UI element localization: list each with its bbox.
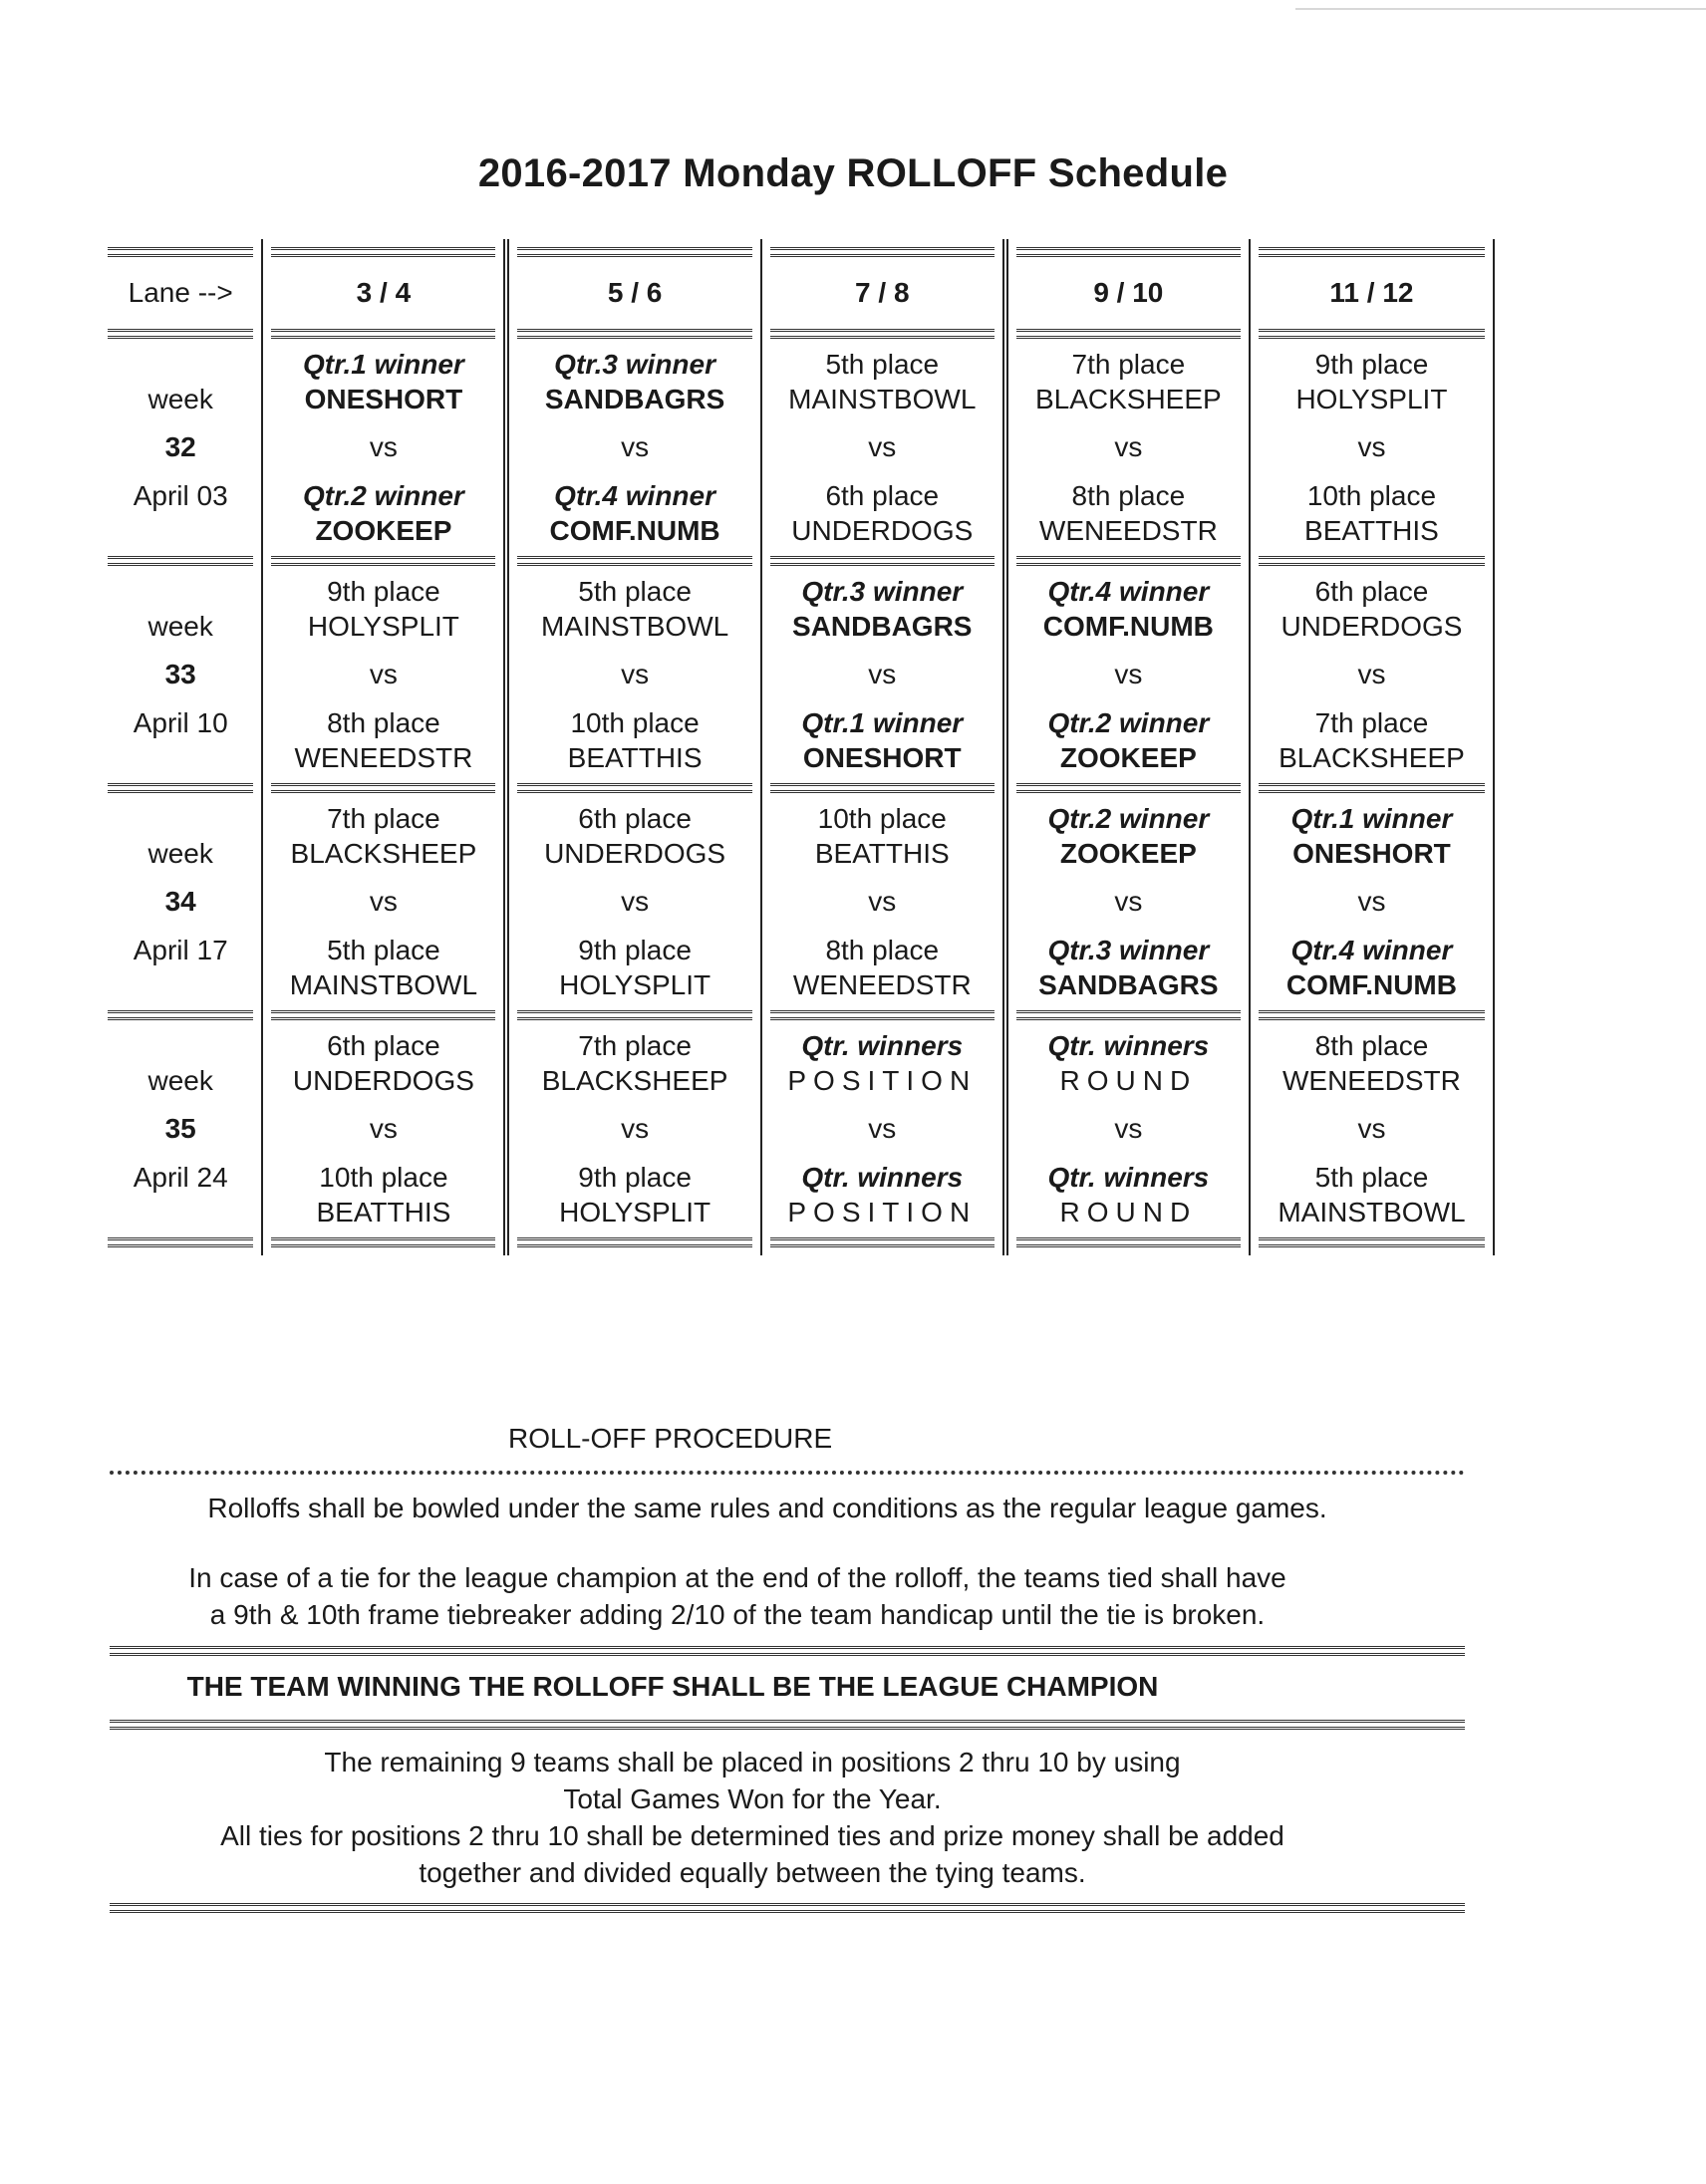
equals-rule: [517, 1010, 751, 1020]
bottom-place: Qtr.4 winner: [1250, 933, 1494, 967]
schedule-row: [100, 871, 1494, 933]
bottom-place: 9th place: [506, 1160, 760, 1195]
equals-rule: [271, 1010, 495, 1020]
top-place: Qtr.2 winner: [1005, 801, 1250, 836]
lane-pair: 7 / 8: [761, 265, 1005, 321]
equals-rule: [1259, 329, 1485, 339]
schedule-row: [100, 644, 1494, 705]
top-team: SANDBAGRS: [506, 382, 760, 416]
vs: vs: [1250, 644, 1494, 705]
vs: vs: [506, 644, 760, 705]
week-blank: [100, 574, 262, 609]
week-label: week: [147, 610, 213, 642]
equals-divider: [110, 1646, 1465, 1656]
top-place: 5th place: [506, 574, 760, 609]
lane-pair: 9 / 10: [1005, 265, 1250, 321]
equals-rule: [770, 247, 995, 257]
week-blank: [100, 513, 262, 548]
top-place: Qtr.3 winner: [506, 347, 760, 382]
schedule-row: [100, 1028, 1494, 1063]
schedule-row: [100, 967, 1494, 1002]
week-number: 34: [164, 886, 196, 917]
schedule-row: [100, 416, 1494, 478]
bottom-place: 7th place: [1250, 705, 1494, 740]
procedure-rest-line-2: Total Games Won for the Year.: [563, 1783, 942, 1814]
bottom-place: Qtr.1 winner: [761, 705, 1005, 740]
bottom-place: Qtr.3 winner: [1005, 933, 1250, 967]
top-place: Qtr. winners: [761, 1028, 1005, 1063]
top-team: HOLYSPLIT: [262, 609, 506, 644]
schedule-row: [100, 801, 1494, 836]
equals-rule: [770, 1010, 995, 1020]
bottom-place: 8th place: [761, 933, 1005, 967]
top-team: BLACKSHEEP: [1005, 382, 1250, 416]
vs: vs: [506, 416, 760, 478]
bottom-team: POSITION: [761, 1195, 1005, 1229]
bottom-place: 8th place: [1005, 478, 1250, 513]
top-team: ROUND: [1005, 1063, 1250, 1098]
schedule-row: [100, 933, 1494, 967]
bottom-team: ZOOKEEP: [262, 513, 506, 548]
vs: vs: [761, 871, 1005, 933]
equals-rule: [1259, 247, 1485, 257]
week-blank: [100, 967, 262, 1002]
vs: vs: [262, 1098, 506, 1160]
vs: vs: [1005, 644, 1250, 705]
bottom-team: WENEEDSTR: [761, 967, 1005, 1002]
bottom-place: 5th place: [262, 933, 506, 967]
equals-rule: [1016, 783, 1241, 793]
week-number: 35: [164, 1113, 196, 1144]
equals-rule: [271, 783, 495, 793]
vs: vs: [262, 416, 506, 478]
top-place: Qtr. winners: [1005, 1028, 1250, 1063]
equals-rule: [1259, 783, 1485, 793]
star-divider: [110, 1471, 1465, 1475]
top-team: COMF.NUMB: [1005, 609, 1250, 644]
top-team: SANDBAGRS: [761, 609, 1005, 644]
equals-separator-row: [100, 321, 1494, 347]
top-place: 9th place: [1250, 347, 1494, 382]
bottom-team: ROUND: [1005, 1195, 1250, 1229]
equals-separator-row: [100, 1229, 1494, 1255]
equals-rule: [1259, 1237, 1485, 1247]
vs: vs: [262, 644, 506, 705]
top-place: Qtr.1 winner: [262, 347, 506, 382]
equals-rule: [770, 1237, 995, 1247]
equals-separator-row: [100, 239, 1494, 265]
top-place: Qtr.3 winner: [761, 574, 1005, 609]
equals-rule: [1016, 1237, 1241, 1247]
schedule-row: [100, 382, 1494, 416]
schedule-row: [100, 513, 1494, 548]
week-label: week: [147, 1064, 213, 1096]
bottom-place: 10th place: [506, 705, 760, 740]
bottom-place: Qtr.2 winner: [1005, 705, 1250, 740]
equals-rule: [271, 329, 495, 339]
equals-rule: [1016, 329, 1241, 339]
lane-pair: 5 / 6: [506, 265, 760, 321]
bottom-team: COMF.NUMB: [506, 513, 760, 548]
week-number: 32: [164, 431, 196, 462]
vs: vs: [761, 1098, 1005, 1160]
bottom-place: 10th place: [262, 1160, 506, 1195]
procedure-rule-1: Rolloffs shall be bowled under the same rules and conditions as the regular league games.: [207, 1493, 1327, 1523]
schedule-row: [100, 574, 1494, 609]
week-label: week: [147, 383, 213, 414]
week-label: week: [147, 837, 213, 869]
vs: vs: [1005, 871, 1250, 933]
equals-separator-row: [100, 548, 1494, 574]
rolloff-schedule-table: [100, 239, 1495, 1255]
equals-rule: [770, 783, 995, 793]
bottom-team: BLACKSHEEP: [1250, 740, 1494, 775]
vs: vs: [1005, 1098, 1250, 1160]
bottom-place: 10th place: [1250, 478, 1494, 513]
schedule-row: [100, 1160, 1494, 1195]
equals-rule: [271, 556, 495, 566]
top-place: Qtr.1 winner: [1250, 801, 1494, 836]
schedule-row: [100, 1195, 1494, 1229]
equals-rule: [108, 329, 253, 339]
top-team: BLACKSHEEP: [262, 836, 506, 871]
bottom-team: WENEEDSTR: [262, 740, 506, 775]
week-number: 33: [164, 659, 196, 689]
schedule-row: [100, 1098, 1494, 1160]
vs: vs: [761, 416, 1005, 478]
vs: vs: [1250, 416, 1494, 478]
equals-rule: [108, 556, 253, 566]
schedule-row: [100, 478, 1494, 513]
bottom-team: UNDERDOGS: [761, 513, 1005, 548]
procedure-rule-2-line-2: a 9th & 10th frame tiebreaker adding 2/10 of the team handicap until the tie is broken.: [209, 1599, 1266, 1630]
equals-rule: [108, 783, 253, 793]
vs: vs: [1250, 1098, 1494, 1160]
vs: vs: [761, 644, 1005, 705]
week-date: April 17: [133, 934, 228, 965]
bottom-team: HOLYSPLIT: [506, 967, 760, 1002]
week-blank: [100, 740, 262, 775]
equals-rule: [108, 1237, 253, 1247]
top-team: BEATTHIS: [761, 836, 1005, 871]
week-blank: [100, 1028, 262, 1063]
bottom-place: Qtr.4 winner: [506, 478, 760, 513]
equals-rule: [1016, 1010, 1241, 1020]
equals-rule: [517, 783, 751, 793]
top-team: WENEEDSTR: [1250, 1063, 1494, 1098]
top-place: 7th place: [1005, 347, 1250, 382]
bottom-team: SANDBAGRS: [1005, 967, 1250, 1002]
top-team: UNDERDOGS: [262, 1063, 506, 1098]
equals-rule: [770, 329, 995, 339]
top-place: 9th place: [262, 574, 506, 609]
bottom-team: BEATTHIS: [506, 740, 760, 775]
top-team: UNDERDOGS: [1250, 609, 1494, 644]
top-team: HOLYSPLIT: [1250, 382, 1494, 416]
schedule-row: [100, 609, 1494, 644]
equals-rule: [517, 247, 751, 257]
week-date: April 24: [133, 1161, 228, 1193]
bottom-team: BEATTHIS: [1250, 513, 1494, 548]
week-blank: [100, 801, 262, 836]
schedule-row: [100, 347, 1494, 382]
vs: vs: [1250, 871, 1494, 933]
top-place: 7th place: [262, 801, 506, 836]
bottom-place: 5th place: [1250, 1160, 1494, 1195]
schedule-row: [100, 740, 1494, 775]
week-blank: [100, 347, 262, 382]
top-team: POSITION: [761, 1063, 1005, 1098]
week-date: April 10: [133, 706, 228, 738]
lane-label: Lane -->: [128, 277, 233, 308]
equals-rule: [1259, 556, 1485, 566]
top-place: 7th place: [506, 1028, 760, 1063]
bottom-team: MAINSTBOWL: [262, 967, 506, 1002]
equals-rule: [1016, 556, 1241, 566]
scan-edge-line: [1295, 8, 1706, 10]
top-team: ONESHORT: [1250, 836, 1494, 871]
bottom-place: 6th place: [761, 478, 1005, 513]
top-team: UNDERDOGS: [506, 836, 760, 871]
equals-divider: [110, 1720, 1465, 1730]
equals-rule: [517, 1237, 751, 1247]
top-place: 6th place: [262, 1028, 506, 1063]
equals-rule: [1016, 247, 1241, 257]
equals-divider: [110, 1903, 1465, 1913]
schedule-row: [100, 1063, 1494, 1098]
vs: vs: [506, 1098, 760, 1160]
equals-rule: [517, 329, 751, 339]
equals-rule: [517, 556, 751, 566]
bottom-team: COMF.NUMB: [1250, 967, 1494, 1002]
equals-separator-row: [100, 1002, 1494, 1028]
bottom-team: ZOOKEEP: [1005, 740, 1250, 775]
bottom-place: Qtr. winners: [1005, 1160, 1250, 1195]
procedure-rest-line-3: All ties for positions 2 thru 10 shall be determined ties and prize money shall be added: [220, 1820, 1284, 1851]
bottom-team: HOLYSPLIT: [506, 1195, 760, 1229]
week-blank: [100, 1195, 262, 1229]
bottom-place: Qtr.2 winner: [262, 478, 506, 513]
bottom-place: 9th place: [506, 933, 760, 967]
bottom-team: BEATTHIS: [262, 1195, 506, 1229]
schedule-row: [100, 836, 1494, 871]
top-team: MAINSTBOWL: [761, 382, 1005, 416]
procedure-title: ROLL-OFF PROCEDURE: [508, 1423, 833, 1454]
top-place: 8th place: [1250, 1028, 1494, 1063]
top-place: 10th place: [761, 801, 1005, 836]
vs: vs: [262, 871, 506, 933]
equals-rule: [108, 1010, 253, 1020]
week-date: April 03: [133, 479, 228, 511]
bottom-team: WENEEDSTR: [1005, 513, 1250, 548]
top-place: Qtr.4 winner: [1005, 574, 1250, 609]
vs: vs: [506, 871, 760, 933]
lane-header-row: [100, 265, 1494, 321]
equals-separator-row: [100, 775, 1494, 801]
champion-statement: THE TEAM WINNING THE ROLLOFF SHALL BE THE LEAGUE CHAMPION: [186, 1671, 1159, 1702]
bottom-place: 8th place: [262, 705, 506, 740]
lane-pair: 11 / 12: [1250, 265, 1494, 321]
bottom-place: Qtr. winners: [761, 1160, 1005, 1195]
procedure-rule-2-line-1: In case of a tie for the league champion at the end of the rolloff, the teams tied shall have: [188, 1562, 1286, 1593]
bottom-team: MAINSTBOWL: [1250, 1195, 1494, 1229]
equals-rule: [1259, 1010, 1485, 1020]
top-place: 6th place: [1250, 574, 1494, 609]
vs: vs: [1005, 416, 1250, 478]
top-place: 5th place: [761, 347, 1005, 382]
equals-rule: [770, 556, 995, 566]
procedure-rest-line-4: together and divided equally between the tying teams.: [419, 1857, 1086, 1888]
top-team: BLACKSHEEP: [506, 1063, 760, 1098]
page-title: 2016-2017 Monday ROLLOFF Schedule: [477, 151, 1229, 195]
top-place: 6th place: [506, 801, 760, 836]
lane-pair: 3 / 4: [262, 265, 506, 321]
top-team: ONESHORT: [262, 382, 506, 416]
bottom-team: ONESHORT: [761, 740, 1005, 775]
equals-rule: [271, 1237, 495, 1247]
procedure-rest-line-1: The remaining 9 teams shall be placed in positions 2 thru 10 by using: [324, 1747, 1181, 1777]
equals-rule: [271, 247, 495, 257]
top-team: MAINSTBOWL: [506, 609, 760, 644]
schedule-row: [100, 705, 1494, 740]
equals-rule: [108, 247, 253, 257]
top-team: ZOOKEEP: [1005, 836, 1250, 871]
